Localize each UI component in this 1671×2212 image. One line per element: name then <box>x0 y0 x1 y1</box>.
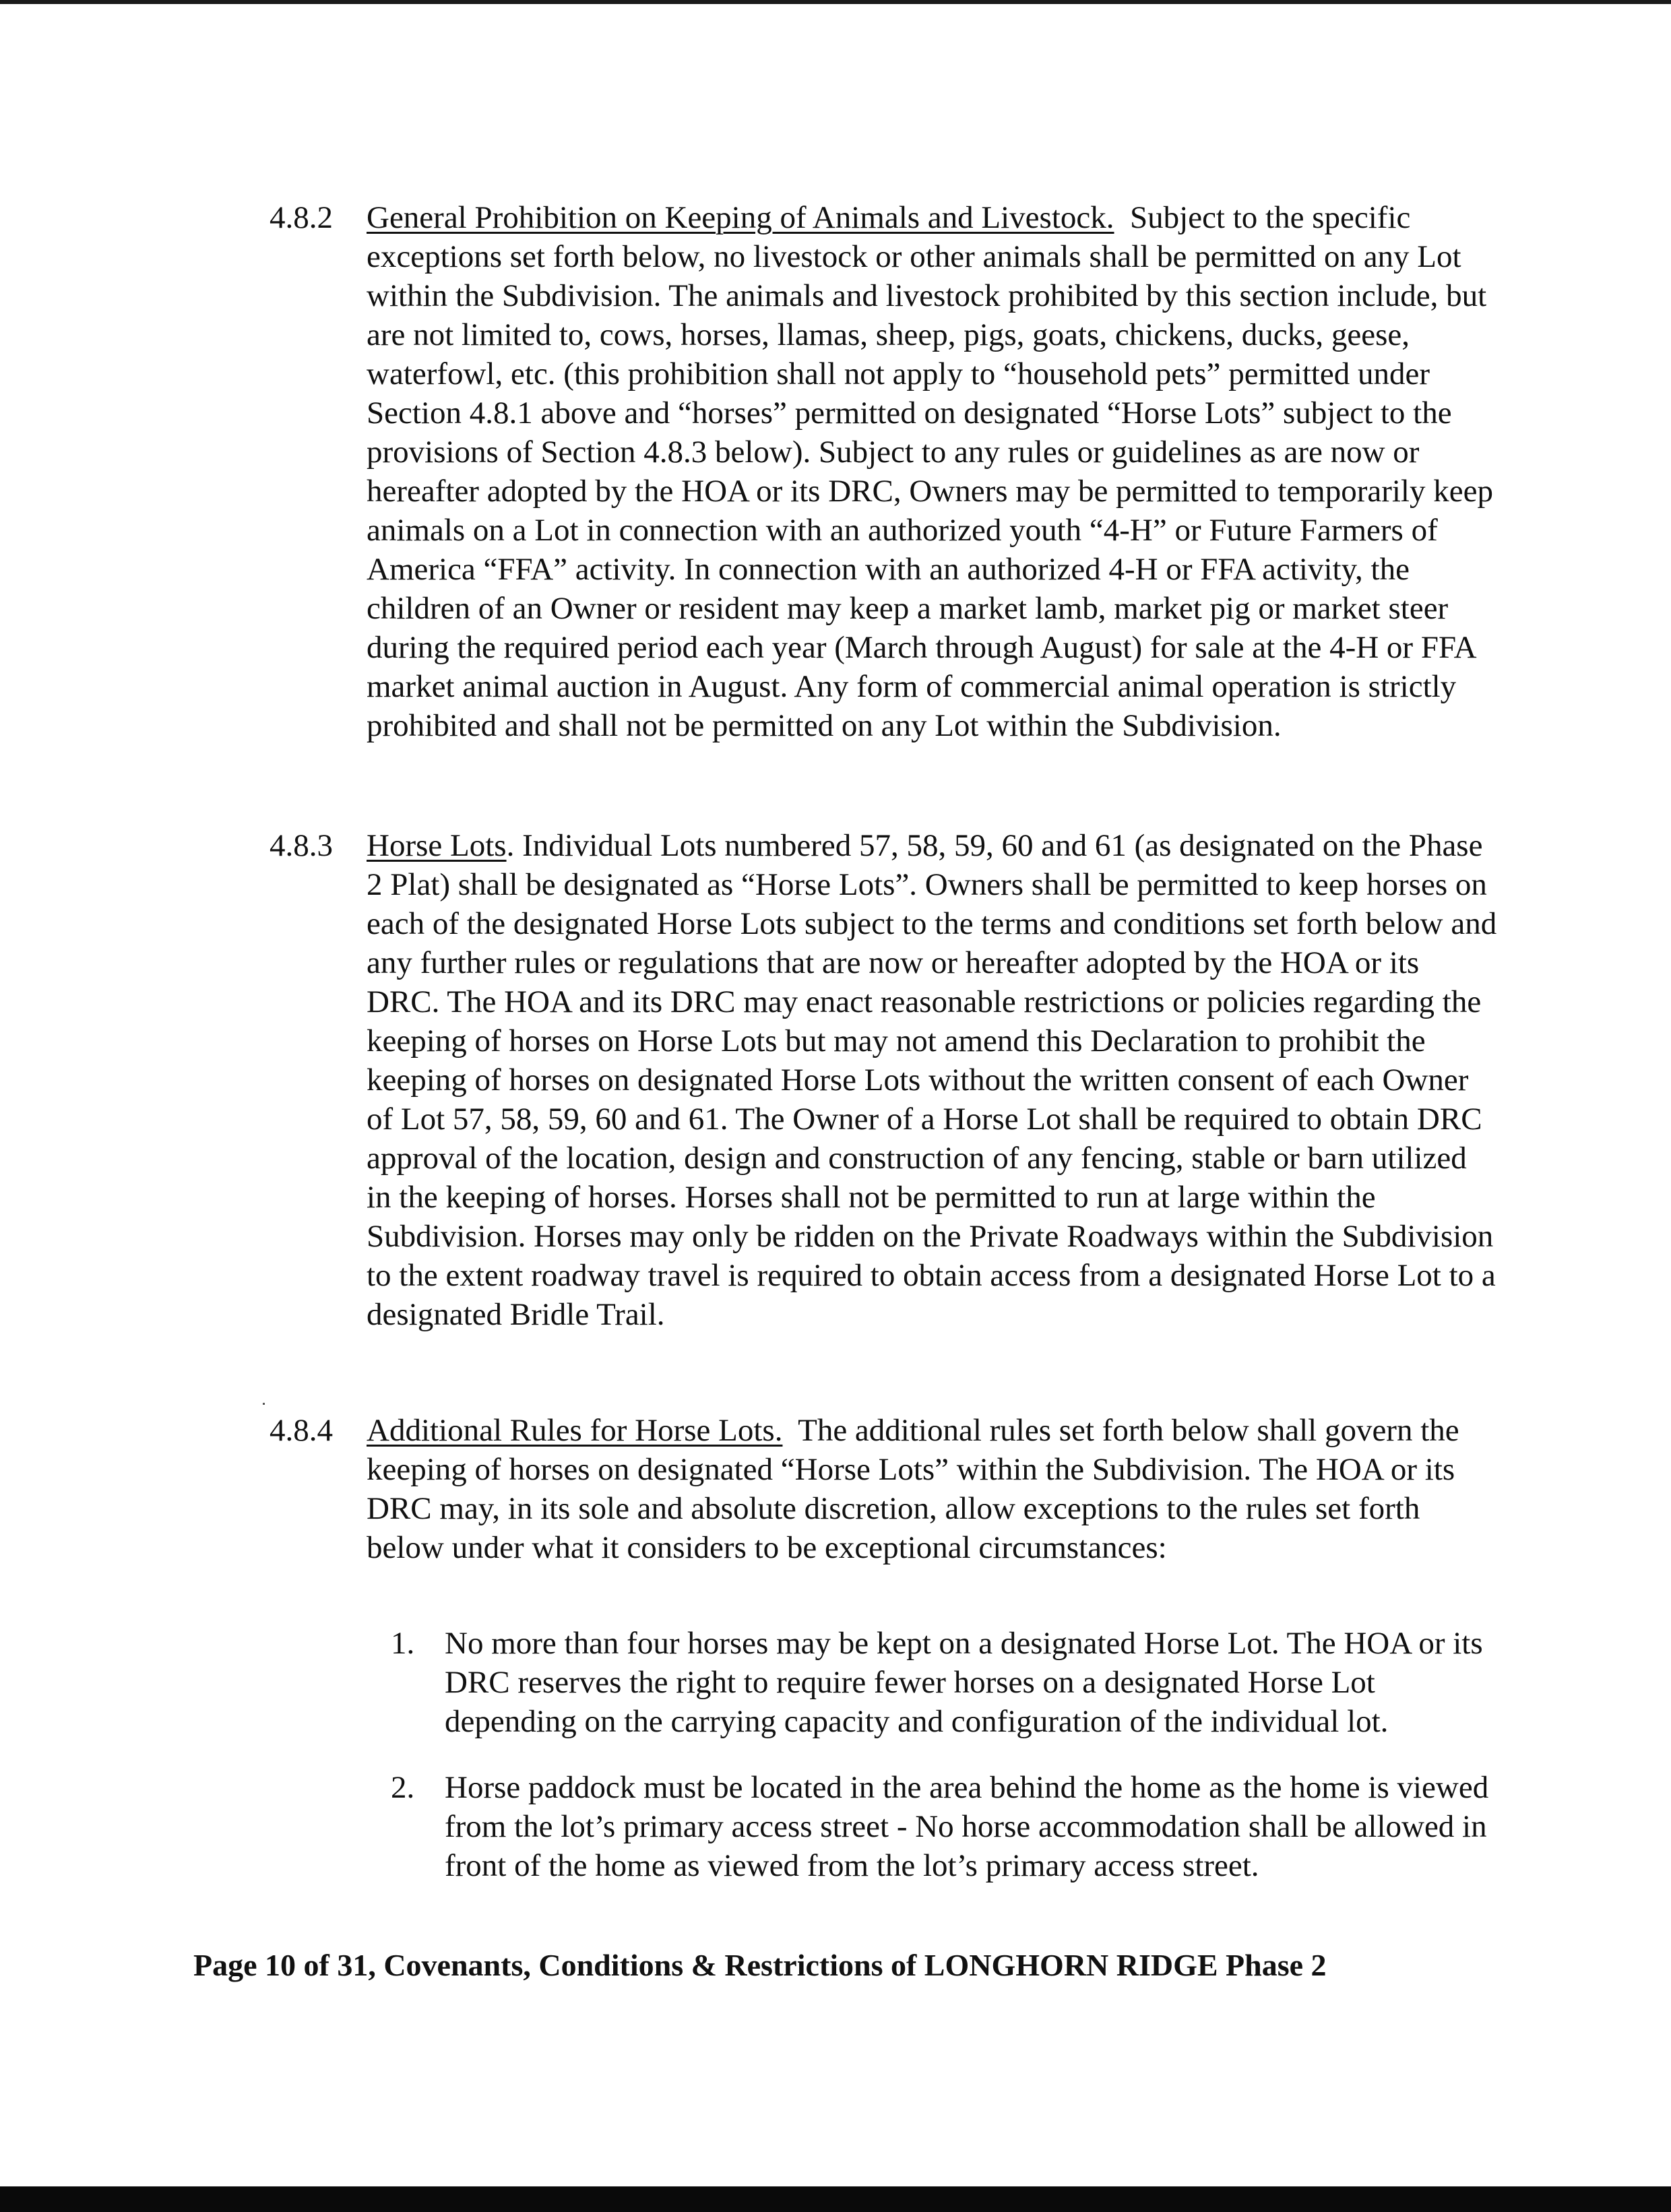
section-4-8-3 <box>270 826 1509 1334</box>
section-text: . Individual Lots numbered 57, 58, 59, 60 and 61 (as designated on the Phase 2 Plat) shall be designated as “Horse Lots”. Owners shall be permitted to keep horses on each of the designated Horse Lots subject to the terms and conditions set forth below and any further rules or regulations that are now or hereafter adopted by the HOA or its DRC. The HOA and its DRC may enact reasonable restrictions or policies regarding the keeping of horses on Horse Lots but may not amend this Declaration to prohibit the keeping of horses on designated Horse Lots without the written consent of each Owner of Lot 57, 58, 59, 60 and 61. The Owner of a Horse Lot shall be required to obtain DRC approval of the location, design and construction of any fencing, stable or barn utilized in the keeping of horses. Horses shall not be permitted to run at large within the Subdivision. Horses may only be ridden on the Private Roadways within the Subdivision to the extent roadway travel is required to obtain access from a designated Horse Lot to a designated Bridle Trail. <box>367 828 1497 1332</box>
rule-text: Horse paddock must be located in the area behind the home as the home is viewed from the lot’s primary access street - No horse accommodation shall be allowed in front of the home as viewed from the lot’s primary access street. <box>445 1770 1489 1883</box>
rule-item <box>391 1624 1509 1741</box>
section-number: 4.8.3 <box>270 828 333 863</box>
section-body <box>367 826 1499 1334</box>
page-footer: Page 10 of 31, Covenants, Conditions & Restrictions of LONGHORN RIDGE Phase 2 <box>193 1948 1327 1982</box>
rule-text: No more than four horses may be kept on a designated Horse Lot. The HOA or its DRC reserves the right to require fewer horses on a designated Horse Lot depending on the carrying capacity and configuration of the individual lot. <box>445 1626 1483 1739</box>
section-title: Horse Lots <box>367 828 507 863</box>
section-text: Subject to the specific exceptions set forth below, no livestock or other animals shall be permitted on any Lot within the Subdivision. The animals and livestock prohibited by this section include, but are not limited to, cows, horses, llamas, sheep, pigs, goats, chickens, ducks, geese, waterfowl, etc. (this prohibition shall not apply to “household pets” permitted under Section 4.8.1 above and “horses” permitted on designated “Horse Lots” subject to the provisions of Section 4.8.3 below). Subject to any rules or guidelines as are now or hereafter adopted by the HOA or its DRC, Owners may be permitted to temporarily keep animals on a Lot in connection with an authorized youth “4-H” or Future Farmers of America “FFA” activity. In connection with an authorized 4-H or FFA activity, the children of an Owner or resident may keep a market lamb, market pig or market steer during the required period each year (March through August) for sale at the 4-H or FFA market animal auction in August. Any form of commercial animal operation is strictly prohibited and shall not be permitted on any Lot within the Subdivision. <box>367 200 1493 743</box>
section-4-8-2 <box>270 198 1509 745</box>
rule-number: 2. <box>391 1770 415 1805</box>
section-4-8-4 <box>270 1411 1509 1567</box>
scan-bottom-border <box>0 2186 1671 2212</box>
section-title: General Prohibition on Keeping of Animals and Livestock. <box>367 200 1114 235</box>
section-number: 4.8.4 <box>270 1413 333 1448</box>
section-number: 4.8.2 <box>270 200 333 235</box>
scan-speck <box>263 1403 265 1405</box>
rule-number: 1. <box>391 1626 415 1661</box>
section-text: The additional rules set forth below shall govern the keeping of horses on designated “Horse Lots” within the Subdivision. The HOA or its DRC may, in its sole and absolute discretion, allow exceptions to the rules set forth below under what it considers to be exceptional circumstances: <box>367 1413 1459 1565</box>
rule-item <box>391 1768 1509 1885</box>
section-body <box>367 1411 1499 1567</box>
section-body <box>367 198 1499 745</box>
scan-top-border <box>0 0 1671 4</box>
section-title: Additional Rules for Horse Lots. <box>367 1413 783 1448</box>
